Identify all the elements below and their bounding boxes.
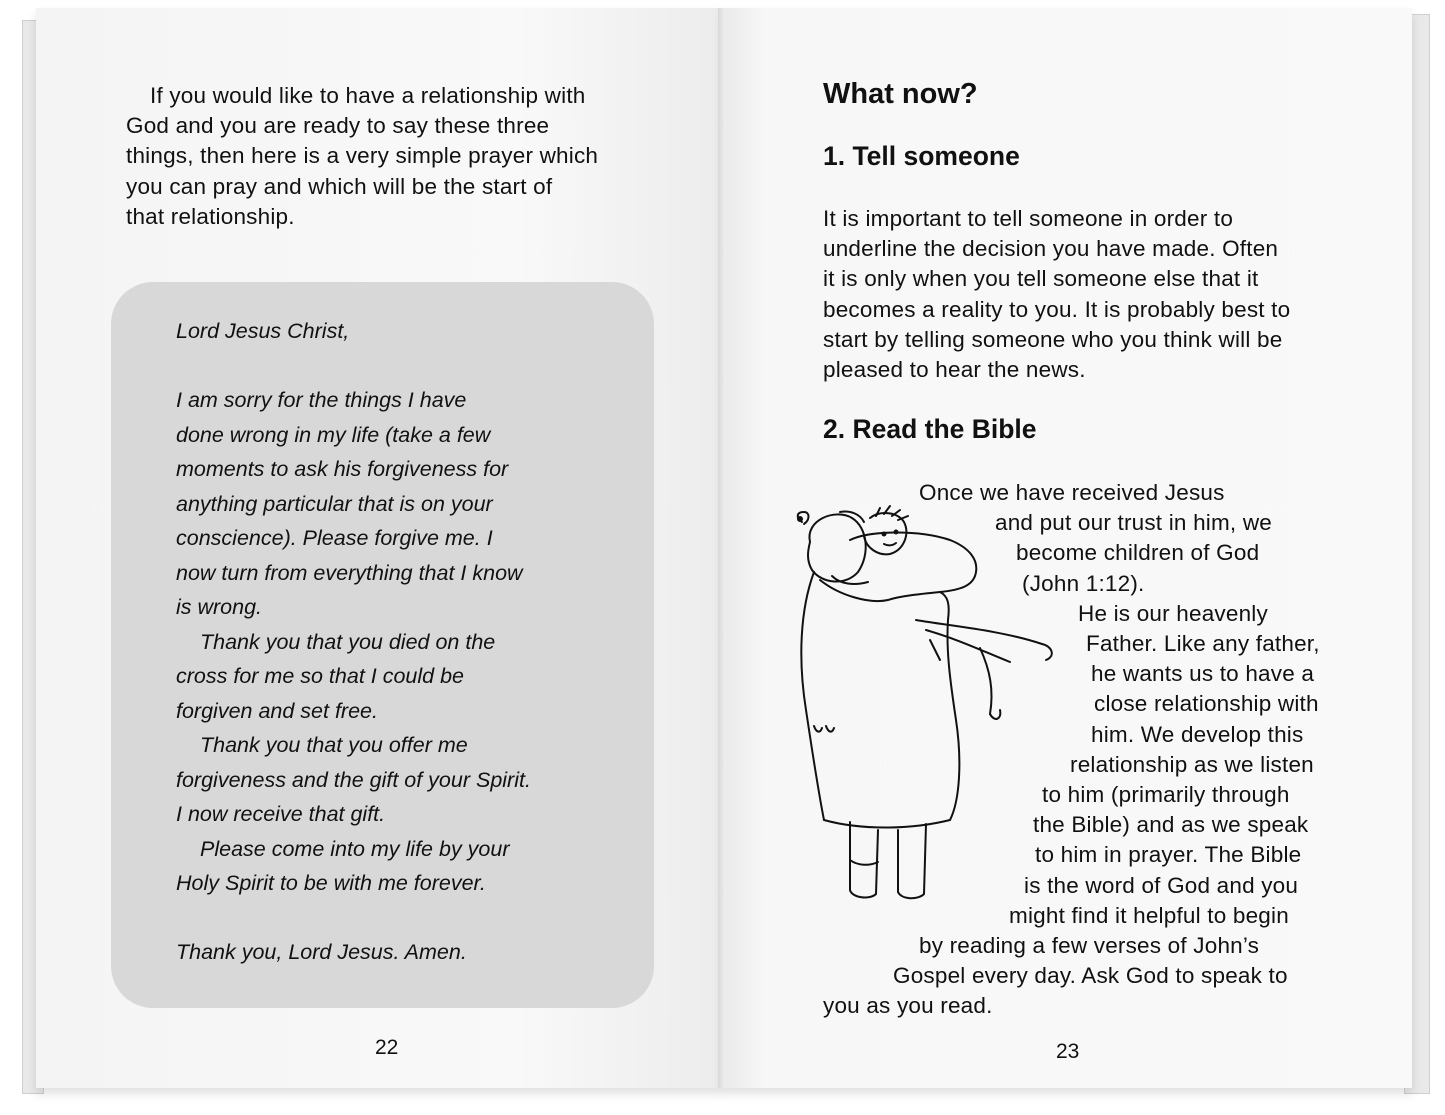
body-line: relationship as we listen (1070, 751, 1314, 777)
page-number-left: 22 (375, 1036, 399, 1059)
body-line: he wants us to have a (1091, 661, 1315, 687)
section-heading-tell-someone: 1. Tell someone (823, 141, 1020, 171)
body-line: Gospel every day. Ask God to speak to (893, 963, 1288, 989)
page-number-right: 23 (1056, 1040, 1080, 1063)
intro-line: you can pray and which will be the start of (126, 173, 553, 199)
body-line: it is only when you tell someone else that it (823, 266, 1259, 292)
body-line: might find it helpful to begin (1009, 902, 1289, 928)
prayer-line: Thank you, Lord Jesus. Amen. (176, 940, 467, 964)
prayer-line: Thank you that you offer me (200, 733, 468, 757)
body-line: to him in prayer. The Bible (1035, 842, 1302, 868)
read-bible-paragraph (0, 478, 1445, 1022)
body-line: become children of God (1016, 540, 1260, 566)
body-line: Once we have received Jesus (919, 480, 1225, 505)
prayer-line: Holy Spirit to be with me forever. (176, 871, 486, 895)
body-line: is the word of God and you (1024, 872, 1299, 898)
body-line: start by telling someone who you think will be (823, 326, 1283, 352)
intro-line: things, then here is a very simple prayer which (126, 143, 599, 169)
body-line: to him (primarily through (1042, 782, 1290, 808)
body-line: Father. Like any father, (1086, 631, 1320, 657)
prayer-line: anything particular that is on your (176, 491, 493, 516)
body-line: underline the decision you have made. Often (823, 236, 1279, 262)
body-line: the Bible) and as we speak (1033, 812, 1309, 838)
body-line: you as you read. (823, 993, 993, 1019)
body-line: It is important to tell someone in order to (823, 206, 1234, 231)
body-line: He is our heavenly (1078, 600, 1268, 626)
intro-paragraph (126, 81, 598, 232)
body-line: becomes a reality to you. It is probably best to (823, 296, 1291, 322)
intro-line: If you would like to have a relationship with (150, 83, 586, 108)
prayer-line: moments to ask his forgiveness for (176, 457, 509, 481)
page-title: What now? (823, 78, 978, 110)
father-lifting-child-drawing (780, 500, 1070, 910)
body-line: by reading a few verses of John’s (919, 933, 1260, 959)
prayer-line: forgiven and set free. (176, 698, 378, 723)
prayer-line (176, 349, 531, 384)
intro-line: God and you are ready to say these three (126, 113, 550, 139)
body-line: him. We develop this (1091, 721, 1304, 747)
prayer-line: conscience). Please forgive me. I (176, 526, 493, 550)
prayer-line: cross for me so that I could be (176, 664, 464, 688)
prayer-line: I am sorry for the things I have (176, 388, 467, 412)
prayer-line: is wrong. (176, 595, 263, 619)
body-line: close relationship with (1094, 691, 1319, 717)
body-line: (John 1:12). (1022, 570, 1145, 596)
prayer-line: forgiveness and the gift of your Spirit. (176, 767, 531, 792)
body-line: and put our trust in him, we (995, 510, 1272, 536)
prayer-line: I now receive that gift. (176, 802, 386, 826)
prayer-line: now turn from everything that I know (176, 560, 523, 585)
prayer-line: Please come into my life by your (200, 836, 510, 861)
intro-line: that relationship. (126, 203, 295, 229)
section-heading-read-bible: 2. Read the Bible (823, 414, 1037, 444)
prayer-line: done wrong in my life (take a few (176, 422, 491, 447)
body-line: pleased to hear the news. (823, 357, 1086, 383)
prayer-line: Lord Jesus Christ, (176, 319, 350, 343)
prayer-line: Thank you that you died on the (200, 629, 496, 654)
tell-someone-paragraph (823, 204, 1290, 385)
